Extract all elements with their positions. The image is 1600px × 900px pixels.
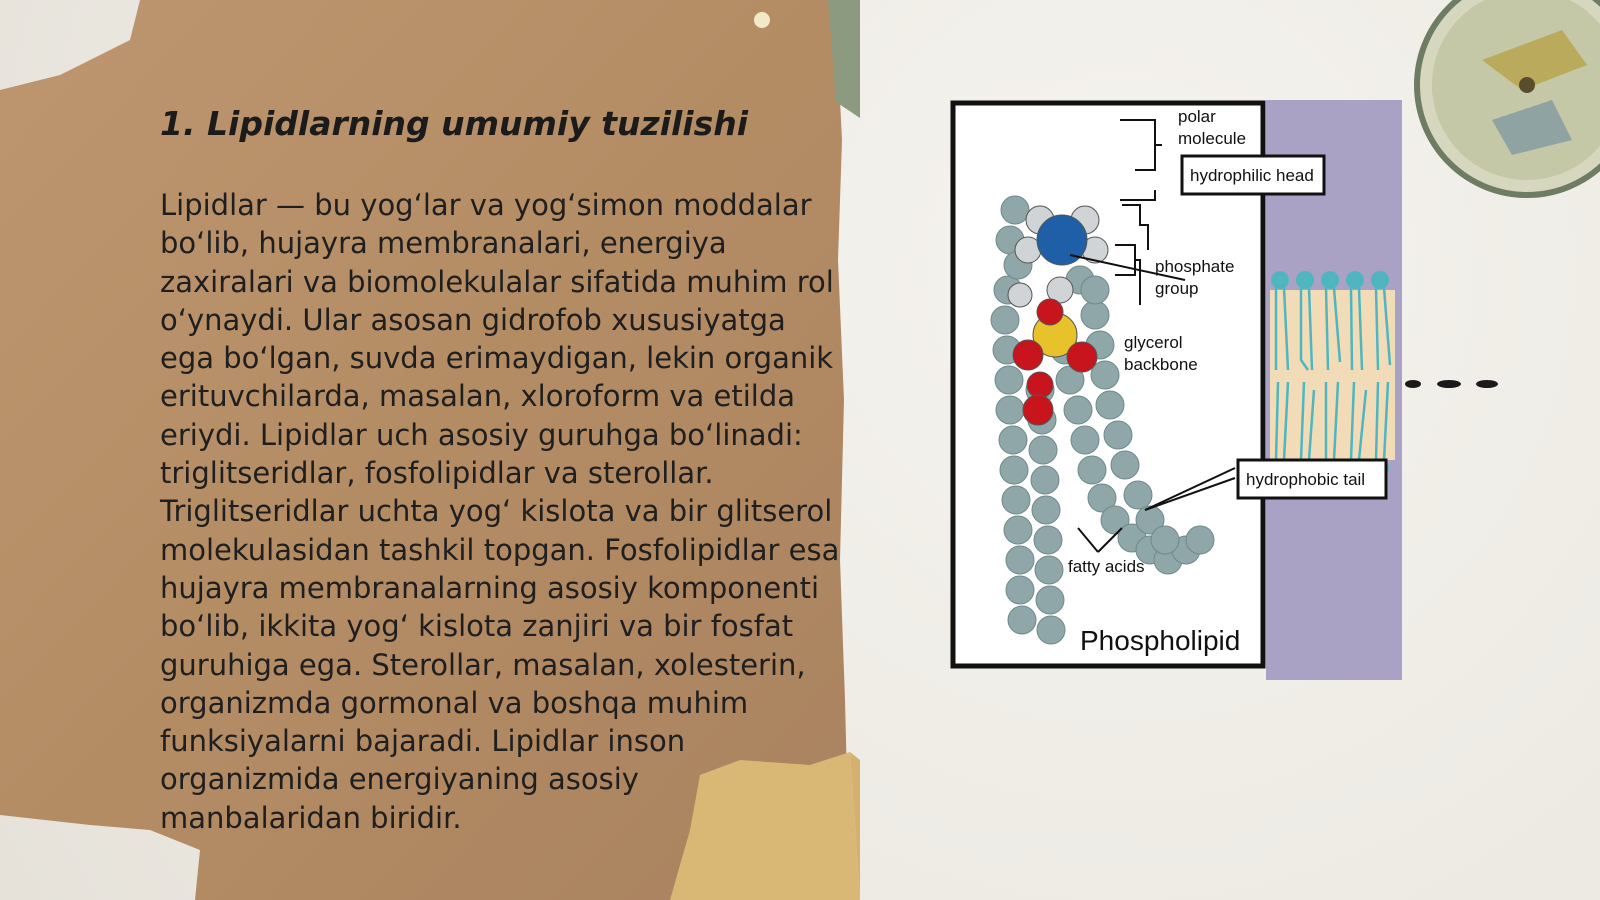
pin-dot <box>754 12 770 28</box>
label-polar-line1: polar <box>1178 107 1216 126</box>
diagram-caption: Phospholipid <box>1080 625 1241 656</box>
dash-marks <box>1405 379 1500 389</box>
label-hydrophobic-tail: hydrophobic tail <box>1246 470 1366 489</box>
label-glycerol-line1: glycerol <box>1124 333 1183 352</box>
slide-body-text: Lipidlar — bu yog‘lar va yog‘simon moddalar bo‘lib, hujayra membranalari, energiya zaxiralari va biomolekulalar sifatida muhim rol o‘ynaydi. Ular asosan gidrofob xususiyatga ega bo‘lgan, suvda erimaydigan, lekin organik erituvchilarda, masalan, xloroform va etilda eriydi. Lipidlar uch asosiy guruhga bo‘linadi: triglitseridlar, fosfolipidlar va sterollar. Triglitseridlar uchta yog‘ kislota va bir glitserol molekulasidan tashkil topgan. Fosfolipidlar esa hujayra membranalarning asosiy komponenti bo‘lib, ikkita yog‘ kislota zanjiri va bir fosfat guruhiga ega. Sterollar, masalan, xolesterin, organizmda gormonal va boshqa muhim funksiyalarni bajaradi. Lipidlar inson organizmida energiyaning asosiy manbalaridan biridir. <box>160 188 840 835</box>
label-phosphate-line2: group <box>1155 279 1199 298</box>
phospholipid-diagram <box>950 100 1402 680</box>
slide-title: 1. Lipidlarning umumiy tuzilishi <box>160 104 749 143</box>
label-polar-line2: molecule <box>1178 129 1247 148</box>
label-phosphate-line1: phosphate <box>1155 257 1235 276</box>
label-glycerol-line2: backbone <box>1124 355 1198 374</box>
label-hydrophilic-head: hydrophilic head <box>1190 166 1314 185</box>
vintage-clock-decoration <box>1412 0 1600 200</box>
label-fatty-acids: fatty acids <box>1068 557 1145 576</box>
bilayer-illustration <box>1270 271 1395 477</box>
